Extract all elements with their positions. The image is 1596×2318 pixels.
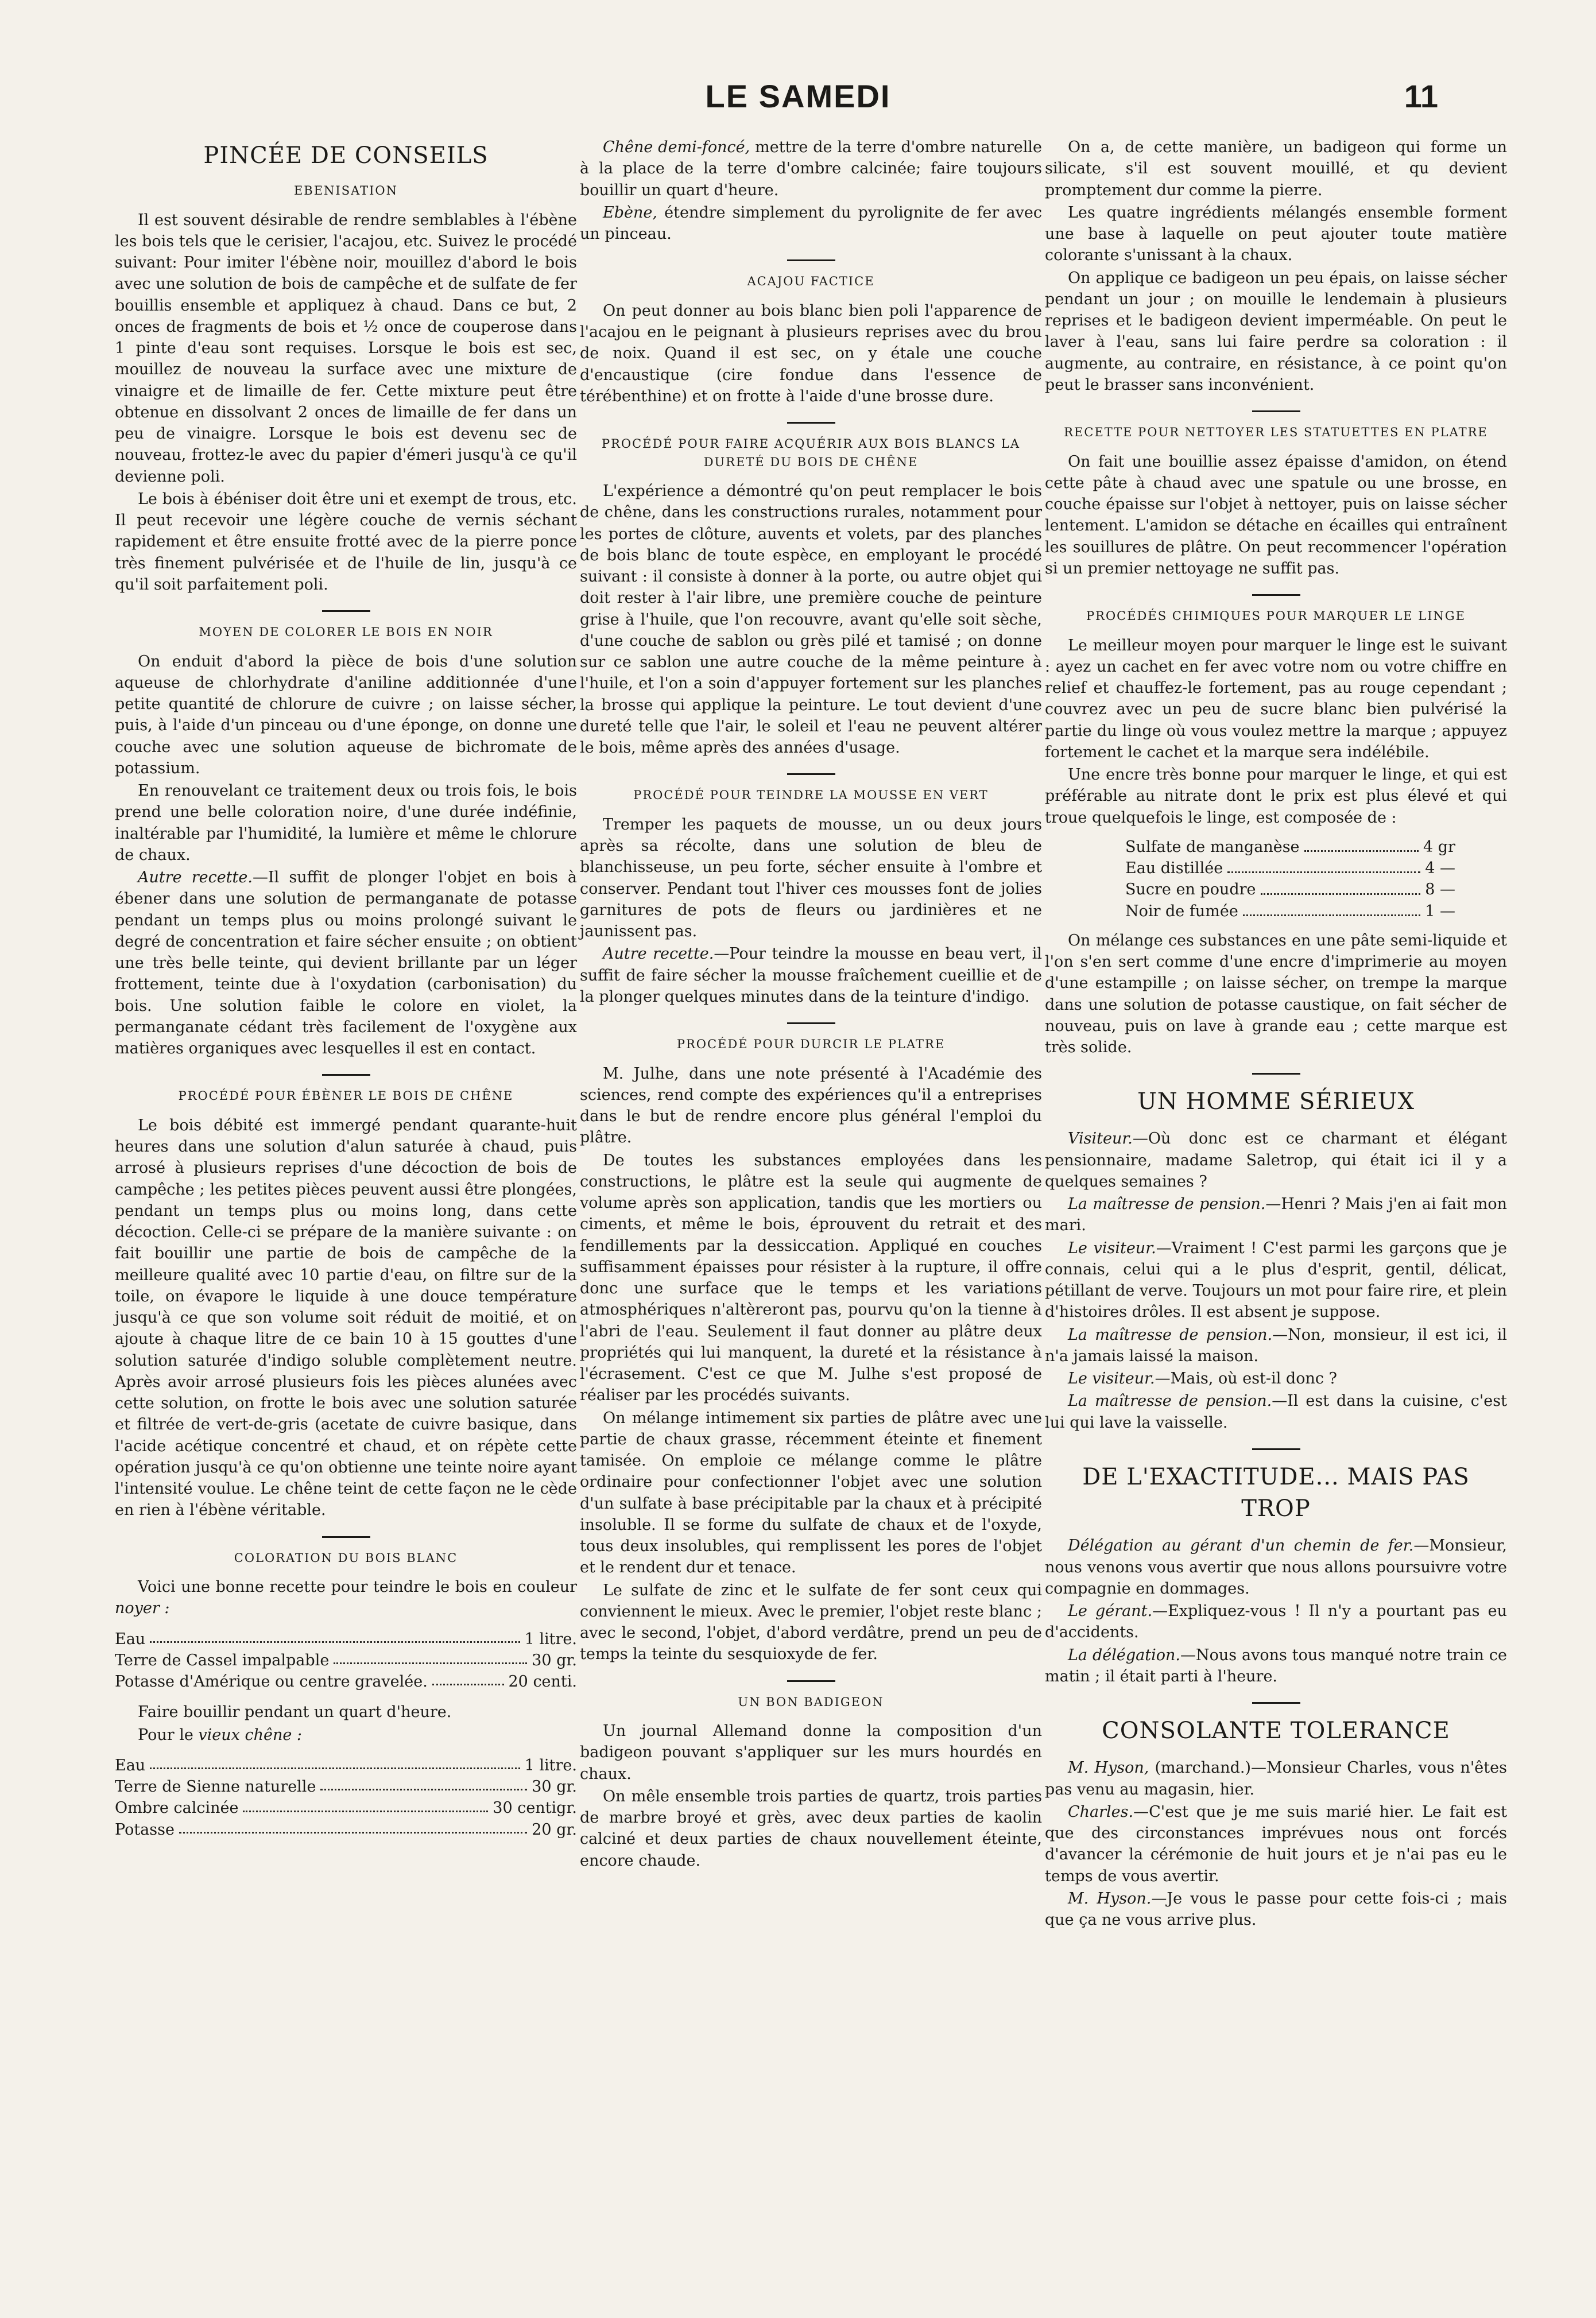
article-coloration-continued <box>580 137 1042 245</box>
article-title: PROCÉDÉ POUR FAIRE ACQUÉRIR AUX BOIS BLANCS LA DURETÉ DU BOIS DE CHÊNE <box>601 437 1021 469</box>
divider <box>322 1074 370 1076</box>
paragraph: Le bois à ébéniser doit être uni et exempt de trous, etc. Il peut recevoir une légère couche de vernis séchant rapidement et être ensuite frotté avec de la pierre ponce très finement pulvérisée et de l'huile de lin, jusqu'à ce qu'il soit parfaitement poli. <box>115 490 577 594</box>
recipe-list <box>115 1629 577 1693</box>
lead-in: Autre recette. <box>138 869 253 887</box>
leader-dots <box>179 1819 527 1834</box>
recipe-row <box>115 1755 577 1776</box>
paragraph: On a, de cette manière, un badigeon qui forme un silicate, s'il est souvent mouillé, et qu devient promptement dur comme la pierre. <box>1045 138 1507 199</box>
article-title: PROCÉDÉ POUR DURCIR LE PLATRE <box>676 1037 946 1051</box>
dialogue-line <box>1045 1128 1507 1192</box>
dialogue-line <box>1045 1645 1507 1688</box>
paragraph: On fait une bouillie assez épaisse d'amidon, on étend cette pâte à chaud avec une spatule ou une brosse, en couche épaisse sur l'objet à nettoyer, puis on laisse sécher lentement. L'amidon se détache en écailles qui entraînent les souillures de plâtre. On peut recommencer l'opération si un premier nettoyage ne suffit pas. <box>1045 452 1507 577</box>
leader-dots <box>320 1776 527 1790</box>
recipe-list <box>115 1755 577 1840</box>
paragraph: Il est souvent désirable de rendre semblables à l'ébène les bois tels que le cerisier, l'acajou, etc. Suivez le procédé suivant: Pour imiter l'ébène noir, mouillez d'abord le bois avec une solution de bois de campêche et de sulfate de fer bouillis ensemble et appliquez à chaud. Dans ce but, 2 onces de fragments de bois et ½ once de couperose dans 1 pinte d'eau sont requises. Lorsque le bois est sec, mouillez de nouveau la surface avec une mixture de vinaigre et de limaille de fer. Cette mixture peut être obtenue en dissolvant 2 onces de limaille de fer dans un peu de vinaigre. Lorsque le bois est devenu sec de nouveau, frottez-le avec du papier d'émeri jusqu'à ce qu'il devienne poli. <box>115 211 577 486</box>
journal-title: LE SAMEDI <box>705 78 891 114</box>
divider <box>787 773 835 775</box>
paragraph: Le bois débité est immergé pendant quarante-huit heures dans une solution d'alun saturée à chaud, puis arrosé à plusieurs reprises d'une décoction de bois de campêche ; les petites pièces peuvent aussi être plongées, pendant un temps plus ou moins long, dans cette décoction. Celle-ci se prépare de la manière suivante : on fait bouillir une partie de bois de campêche de la meilleure qualité avec 10 partie d'eau, on filtre sur de la toile, on évapore le liquide à une douce température jusqu'à ce que son volume soit réduit de moitié, et on ajoute à chaque litre de ce bain 10 à 15 gouttes d'une solution saturée d'indigo soluble complètement neutre. Après avoir arrosé plusieurs fois les pièces alunées avec cette solution, on frotte le bois avec une solution saturée et filtrée de vert-de-gris (acetate de cuivre basique, dans l'acide acétique concentré et chaud, et on répète cette opération jusqu'à ce qu'on obtienne une teinte noire ayant l'intensité voulue. Le chêne teint de cette façon ne le cède en rien à l'ébène véritable. <box>115 1116 577 1520</box>
paragraph: Un journal Allemand donne la composition d'un badigeon pouvant s'appliquer sur les murs hourdés en chaux. <box>580 1722 1042 1783</box>
divider <box>322 1536 370 1538</box>
paragraph <box>580 943 1042 1007</box>
dialogue-line <box>1045 1238 1507 1323</box>
dialogue-text: —Mais, où est-il donc ? <box>1155 1370 1338 1388</box>
paragraph <box>580 137 1042 201</box>
divider <box>787 422 835 424</box>
recipe-row <box>115 1629 577 1650</box>
article-platre <box>580 1036 1042 1665</box>
ingredient: Potasse <box>115 1820 175 1839</box>
dialogue-text: —Monsieur, nous venons vous avertir que nous allons poursuivre votre compagnie en dommages. <box>1045 1537 1507 1598</box>
paragraph-text: —Pour teindre la mousse en beau vert, il suffit de faire sécher la mousse fraîchement cueillie et de la plonger quelques minutes dans de la teinture d'indigo. <box>580 945 1042 1006</box>
paragraph: Faire bouillir pendant un quart d'heure. <box>138 1703 452 1722</box>
quantity: 1 litre. <box>524 1630 577 1648</box>
article-title: RECETTE POUR NETTOYER LES STATUETTES EN PLATRE <box>1064 425 1488 439</box>
article-statuettes <box>1045 424 1507 579</box>
article-title: PROCÉDÉ POUR ÉBÈNER LE BOIS DE CHÊNE <box>178 1089 514 1103</box>
article-title: CONSOLANTE TOLERANCE <box>1102 1718 1450 1745</box>
recipe-row <box>115 1819 577 1840</box>
ingredient: Sulfate de manganèse <box>1125 838 1300 856</box>
article-mousse <box>580 786 1042 1007</box>
article-chene <box>115 1087 577 1521</box>
leader-dots <box>1243 901 1420 916</box>
paragraph: De toutes les substances employées dans les constructions, le plâtre est la seule qui augmente de volume après son application, tandis que les mortiers ou ciments, et même le bois, éprouvent du retrait et des fendillements par la dessiccation. Appliqué en couches suffisamment épaisses pour résister à la rupture, il offre donc une surface que le temps et les variations atmosphériques n'altèreront pas, pourvu qu'on la tienne à l'abri de l'eau. Seulement il faut donner au plâtre deux propriétés qui lui manquent, la dureté et la résistance à l'écrasement. C'est ce que M. Julhe s'est proposé de réaliser par les procédés suivants. <box>580 1151 1042 1405</box>
recipe-row <box>115 1776 577 1797</box>
speaker: Charles. <box>1068 1803 1134 1821</box>
dialogue-line <box>1045 1193 1507 1236</box>
article-title: MOYEN DE COLORER LE BOIS EN NOIR <box>199 625 493 639</box>
article-linge <box>1045 607 1507 1058</box>
lead-in: Autre recette. <box>603 945 714 963</box>
leader-dots <box>150 1629 520 1643</box>
speaker: Le visiteur. <box>1068 1239 1156 1257</box>
column-3 <box>1045 137 1507 1945</box>
dialogue-text: (marchand.)—Monsieur Charles, vous n'êtes pas venu au magasin, hier. <box>1045 1759 1507 1798</box>
ingredient: Eau <box>115 1756 146 1774</box>
paragraph: On mêle ensemble trois parties de quartz, trois parties de marbre broyé et grès, avec deux parties de kaolin calciné et deux parties de chaux nouvellement éteinte, encore chaude. <box>580 1787 1042 1870</box>
divider <box>787 1680 835 1682</box>
paragraph: Tremper les paquets de mousse, un ou deux jours après sa récolte, dans une solution de bleu de blanchisseuse, un peu forte, sécher ensuite à l'ombre et conserver. Pendant tout l'hiver ces mousses font de jolies garnitures de pots de fleurs ou jardinières et ne jaunissent pas. <box>580 815 1042 940</box>
dialogue-text: —Où donc est ce charmant et élégant pensionnaire, madame Saletrop, qui était ici il y a quelques semaines ? <box>1045 1130 1507 1191</box>
ingredient: Noir de fumée <box>1125 902 1238 920</box>
quantity: 8 — <box>1425 881 1455 899</box>
article-title: UN HOMME SÉRIEUX <box>1137 1088 1415 1115</box>
article-acajou <box>580 273 1042 407</box>
article-noir <box>115 623 577 1059</box>
recipe-row <box>115 1797 577 1819</box>
dialogue-line <box>1045 1888 1507 1931</box>
paragraph: On enduit d'abord la pièce de bois d'une solution aqueuse de chlorhydrate d'aniline additionnée d'une petite quantité de chlorure de cuivre ; on laisse sécher, puis, à l'aide d'un pinceau ou d'une éponge, on donne une couche avec une solution aqueuse de bichromate de potassium. <box>115 652 577 777</box>
dialogue-text: —Je vous le passe pour cette fois-ci ; mais que ça ne vous arrive plus. <box>1045 1889 1507 1929</box>
paragraph: Le sulfate de zinc et le sulfate de fer sont ceux qui conviennent le mieux. Avec le premier, l'objet reste blanc ; avec le second, l'objet, d'abord verdâtre, prend un peu de temps la teinte du sesquioxyde de fer. <box>580 1581 1042 1664</box>
lead-in: Chêne demi-foncé, <box>603 138 750 156</box>
quantity: 1 — <box>1425 902 1455 920</box>
article-title: DE L'EXACTITUDE... MAIS PAS TROP <box>1082 1463 1470 1522</box>
quantity: 30 gr. <box>532 1651 577 1669</box>
recipe-row <box>115 1650 577 1671</box>
article-title: ACAJOU FACTICE <box>747 274 875 289</box>
article-serieux <box>1045 1086 1507 1433</box>
divider <box>787 1022 835 1024</box>
quantity: 30 gr. <box>532 1778 577 1796</box>
column-2 <box>580 137 1042 1886</box>
article-tolerance <box>1045 1715 1507 1931</box>
article-title: COLORATION DU BOIS BLANC <box>234 1550 458 1565</box>
quantity: 20 gr. <box>532 1820 577 1839</box>
speaker: La maîtresse de pension. <box>1068 1392 1272 1410</box>
article-exactitude <box>1045 1462 1507 1687</box>
paragraph: L'expérience a démontré qu'on peut remplacer le bois de chêne, dans les constructions rurales, notamment pour les portes de clôture, auvents et volets, par des planches de bois blanc de toute espèce, en employant le procédé suivant : il consiste à donner à la porte, ou autre objet qui doit rester à l'air libre, une première couche de peinture grise à l'huile, que l'on recouvre, avant qu'elle soit sèche, d'une couche de sablon ou grès pilé et tamisé ; on donne sur ce sablon une autre couche de la même peinture à l'huile, et l'on a soin d'appuyer fortement sur les planches la brosse qui applique la peinture. Le tout devient d'une dureté telle que l'air, le soleil et l'eau ne peuvent altérer le bois, même après des années d'usage. <box>580 482 1042 757</box>
dialogue-text: —C'est que je me suis marié hier. Le fait est que des circonstances imprévues nous ont forcés d'avancer la cérémonie de huit jours et je n'ai pas eu le temps de vous avertir. <box>1045 1803 1507 1885</box>
article-coloration <box>115 1549 577 1840</box>
quantity: 4 — <box>1425 859 1455 877</box>
column-1 <box>115 137 577 1855</box>
speaker: M. Hyson, <box>1068 1759 1149 1777</box>
quantity: 1 litre. <box>524 1756 577 1774</box>
article-ebenisation <box>115 182 577 595</box>
ingredient: Eau <box>115 1630 146 1648</box>
dialogue-text: —Non, monsieur, il est ici, il n'a jamais laissé la maison. <box>1045 1325 1508 1365</box>
paragraph <box>115 1724 577 1746</box>
paragraph-text: étendre simplement du pyrolignite de fer avec un pinceau. <box>580 203 1042 243</box>
section-heading: PINCÉE DE CONSEILS <box>203 142 489 169</box>
divider <box>1252 1448 1300 1450</box>
paragraph: M. Julhe, dans une note présenté à l'Académie des sciences, rend compte des expériences qu'il a entreprises dans le but de rendre encore plus général l'emploi du plâtre. <box>580 1064 1042 1147</box>
quantity: 20 centi. <box>508 1673 577 1691</box>
page-number: 11 <box>1404 78 1438 114</box>
dialogue-text: —Il est dans la cuisine, c'est lui qui lave la vaisselle. <box>1045 1392 1507 1432</box>
ingredient: Potasse d'Amérique ou centre gravelée. <box>115 1673 428 1691</box>
speaker: La maîtresse de pension. <box>1068 1325 1273 1344</box>
paragraph-text: mettre de la terre d'ombre naturelle à la place de la terre d'ombre calcinée; faire toujours bouillir un quart d'heure. <box>580 138 1042 199</box>
lead-in: Ebène, <box>603 203 657 222</box>
lead-in: vieux chêne : <box>198 1726 303 1744</box>
paragraph <box>115 1576 577 1619</box>
article-title: EBENISATION <box>293 184 398 198</box>
paragraph: On peut donner au bois blanc bien poli l'apparence de l'acajou en le peignant à plusieurs reprises avec du brou de noix. Quand il est sec, on y étale une couche d'encaustique (cire fondue dans l'essence de térébenthine) et on frotte à l'aide d'une brosse dure. <box>580 301 1042 405</box>
paragraph-text: Pour le <box>138 1726 193 1744</box>
divider <box>1252 410 1300 412</box>
paragraph: On mélange ces substances en une pâte semi-liquide et l'on s'en sert comme d'une encre d'imprimerie au moyen d'une estampille ; on laisse sécher, on trempe la marque dans une solution de potasse caustique, on fait sécher de nouveau, puis on lave à grande eau ; cette marque est très solide. <box>1045 931 1507 1056</box>
divider <box>787 259 835 261</box>
paragraph-text: —Il suffit de plonger l'objet en bois à ébener dans une solution de permanganate de potasse pendant un temps plus ou moins prolongé suivant le degré de concentration et faire sécher ensuite ; on obtient une très belle teinte, qui devient brillante par un léger frottement, teinte due à l'oxydation (carbonisation) du bois. Une solution faible le colore en violet, la permanganate cédant très facilement de l'oxygène aux matières organiques avec lesquelles il est en contact. <box>115 869 578 1058</box>
article-title: PROCÉDÉS CHIMIQUES POUR MARQUER LE LINGE <box>1086 609 1466 623</box>
divider <box>1252 594 1300 596</box>
recipe-row <box>1125 858 1455 879</box>
ingredient: Terre de Sienne naturelle <box>115 1778 316 1796</box>
dialogue-text: —Expliquez-vous ! Il n'y a pourtant pas eu d'accidents. <box>1045 1602 1507 1642</box>
leader-dots <box>1261 879 1421 894</box>
page-header <box>0 0 1596 144</box>
leader-dots <box>243 1797 488 1812</box>
quantity: 4 gr <box>1423 838 1455 856</box>
dialogue-line <box>1045 1390 1507 1433</box>
ingredient: Ombre calcinée <box>115 1799 239 1817</box>
speaker: Le gérant. <box>1068 1602 1153 1621</box>
dialogue-line <box>1045 1368 1507 1389</box>
dialogue-line <box>1045 1600 1507 1643</box>
recipe-row <box>1125 879 1455 900</box>
lead-in: noyer : <box>115 1599 170 1618</box>
dialogue-text: —Vraiment ! C'est parmi les garçons que je connais, celui qui a le plus d'esprit, gentil, délicat, pétillant de verve. Toujours un mot pour faire rire, et plein d'histoires drôles. Il est absent je suppose. <box>1045 1239 1507 1321</box>
paragraph: Les quatre ingrédients mélangés ensemble forment une base à laquelle on peut ajouter toute matière colorante s'unissant à la chaux. <box>1045 203 1507 265</box>
paragraph-text: Voici une bonne recette pour teindre le bois en couleur <box>138 1578 577 1596</box>
recipe-list <box>1125 836 1455 922</box>
speaker: Visiteur. <box>1068 1130 1133 1148</box>
dialogue-text: —Nous avons tous manqué notre train ce matin ; il était parti à l'heure. <box>1045 1646 1507 1685</box>
ingredient: Eau distillée <box>1125 859 1223 877</box>
paragraph: On mélange intimement six parties de plâtre avec une partie de chaux grasse, récemment éteinte et finement tamisée. On emploie ce mélange comme le plâtre ordinaire pour confectionner l'objet avec une solution d'un sulfate à base précipitable par la chaux et à précipité insoluble. Il se forme du sulfate de chaux et de l'oxyde, tous deux insolubles, qui remplissent les pores de l'objet et le rendent dur et tenace. <box>580 1409 1042 1577</box>
recipe-row <box>1125 901 1455 922</box>
divider <box>1252 1702 1300 1704</box>
ingredient: Sucre en poudre <box>1125 881 1256 899</box>
speaker: M. Hyson. <box>1068 1889 1152 1908</box>
speaker: Délégation au gérant d'un chemin de fer. <box>1068 1537 1414 1555</box>
divider <box>1252 1073 1300 1075</box>
paragraph: On applique ce badigeon un peu épais, on laisse sécher pendant un jour ; on mouille le lendemain à plusieurs reprises et le badigeon devient imperméable. On peut le laver à l'eau, sans lui faire perdre sa coloration : il augmente, au contraire, en résistance, à ce point qu'on peut le brasser sans inconvénient. <box>1045 269 1507 394</box>
dialogue-line <box>1045 1535 1507 1599</box>
paragraph: Une encre très bonne pour marquer le linge, et qui est préférable au nitrate dont le prix est plus élevé et qui troue quelquefois le linge, est composée de : <box>1045 766 1507 827</box>
paragraph: En renouvelant ce traitement deux ou trois fois, le bois prend une belle coloration noire, d'une durée indéfinie, inaltérable par l'humidité, la lumière et même le chlorure de chaux. <box>115 782 577 864</box>
article-title: UN BON BADIGEON <box>738 1695 884 1709</box>
ingredient: Terre de Cassel impalpable <box>115 1651 330 1669</box>
paragraph: Le meilleur moyen pour marquer le linge est le suivant : ayez un cachet en fer avec votre nom ou votre chiffre en relief et chauffez-le fortement, pas au rouge cependant ; couvrez avec un peu de sucre blanc bien pulvérisé la partie du linge où vous voulez mettre la marque ; appuyez fortement le cachet et la marque sera indélébile. <box>1045 636 1507 761</box>
dialogue-line <box>1045 1324 1507 1367</box>
speaker: La maîtresse de pension. <box>1068 1195 1266 1214</box>
article-title: PROCÉDÉ POUR TEINDRE LA MOUSSE EN VERT <box>633 788 989 803</box>
recipe-row <box>1125 836 1455 858</box>
leader-dots <box>334 1650 527 1664</box>
dialogue-line <box>1045 1757 1507 1800</box>
article-badigeon-continued <box>1045 137 1507 396</box>
speaker: Le visiteur. <box>1068 1370 1155 1388</box>
divider <box>322 610 370 612</box>
leader-dots <box>1304 836 1419 852</box>
speaker: La délégation. <box>1068 1646 1180 1664</box>
recipe-row <box>115 1671 577 1692</box>
dialogue-text: —Henri ? Mais j'en ai fait mon mari. <box>1045 1195 1507 1235</box>
dialogue-line <box>1045 1801 1507 1887</box>
leader-dots <box>150 1755 520 1769</box>
quantity: 30 centigr. <box>493 1799 577 1817</box>
leader-dots <box>1227 858 1420 873</box>
article-durete <box>580 435 1042 758</box>
paragraph <box>580 202 1042 245</box>
paragraph <box>115 867 577 1059</box>
article-badigeon <box>580 1693 1042 1871</box>
leader-dots <box>432 1671 504 1685</box>
